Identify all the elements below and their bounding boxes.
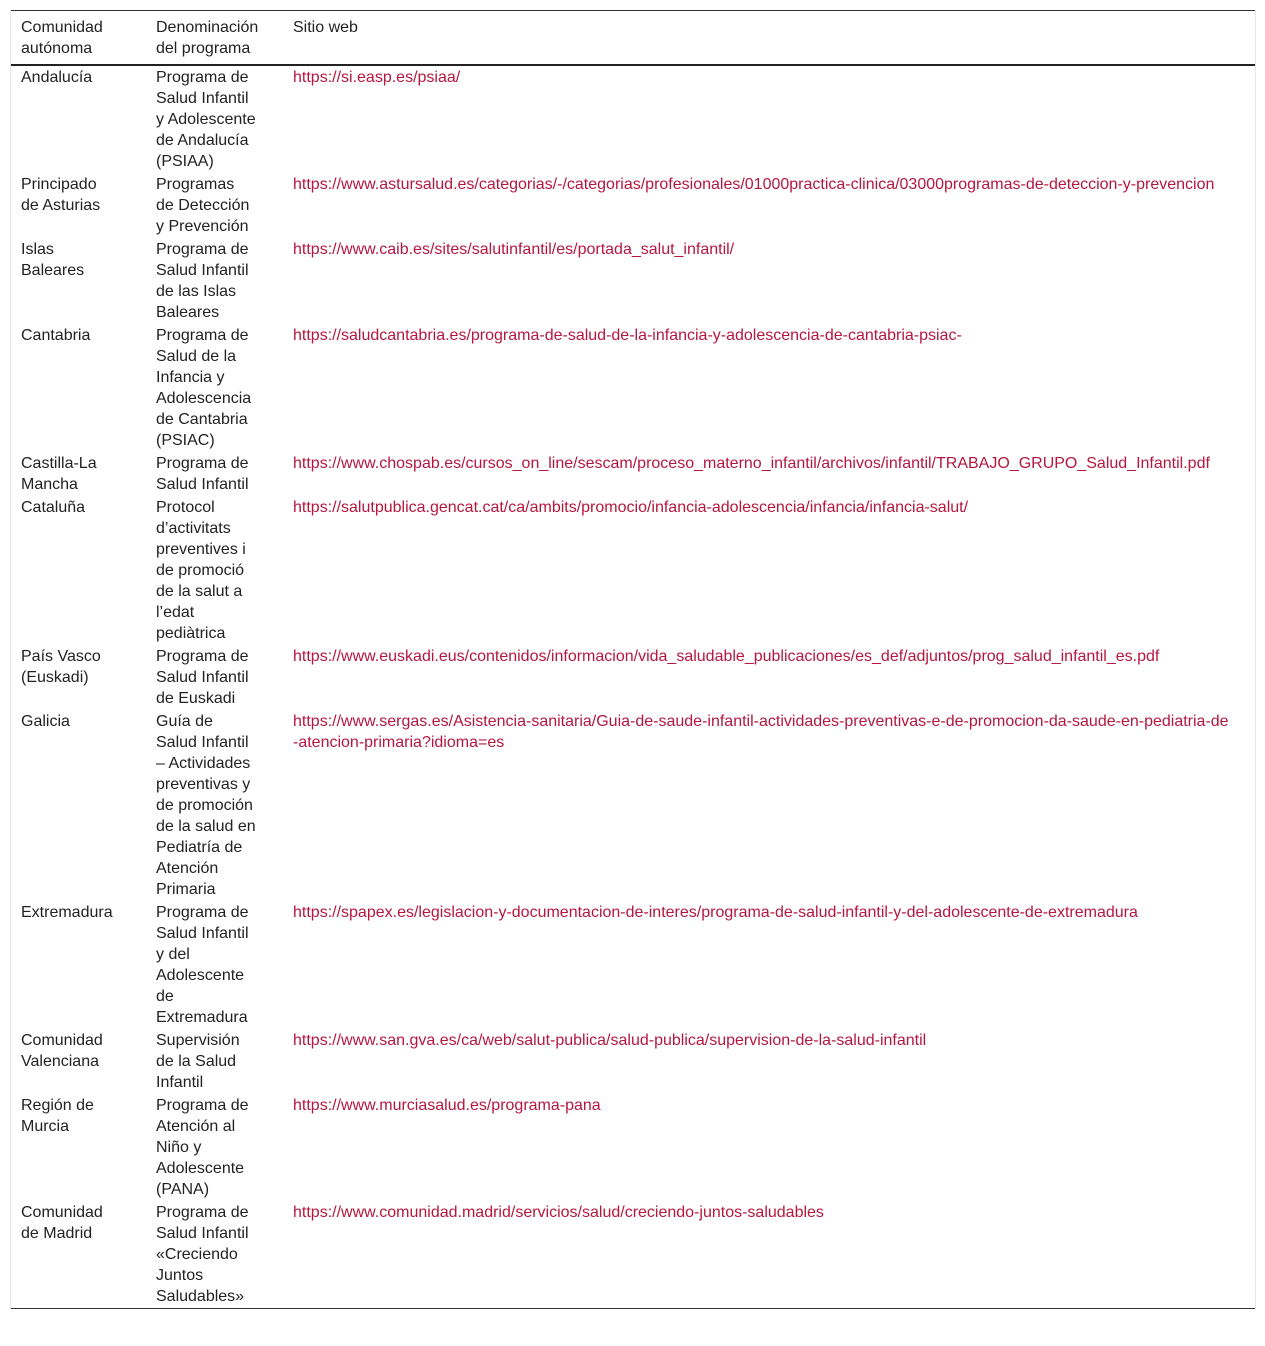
cell-community: Región de Murcia xyxy=(21,1097,94,1135)
cell-program: Programa de Salud Infantil xyxy=(156,455,249,493)
cell-website xyxy=(293,645,1255,710)
website-link[interactable]: https://si.easp.es/psiaa/ xyxy=(293,69,461,86)
table-header xyxy=(11,11,1255,66)
cell-program: Guía de Salud Infantil – Actividades preventivas y de promoción de la salud en Pediatría de Atención Primaria xyxy=(156,713,256,898)
cell-community: País Vasco (Euskadi) xyxy=(21,648,101,686)
cell-community: Principado de Asturias xyxy=(21,176,101,214)
website-link[interactable]: https://www.comunidad.madrid/servicios/salud/creciendo-juntos-saludables xyxy=(293,1204,824,1221)
cell-community: Andalucía xyxy=(21,69,93,86)
cell-community: Comunidad Valenciana xyxy=(21,1032,103,1070)
table-row xyxy=(11,901,1255,1029)
cell-program: Programa de Salud Infantil de Euskadi xyxy=(156,648,249,707)
cell-program: Programa de Salud Infantil y Adolescente de Andalucía (PSIAA) xyxy=(156,69,256,170)
cell-program: Programas de Detección y Prevención xyxy=(156,176,250,235)
cell-website xyxy=(293,324,1255,452)
cell-program: Programa de Salud Infantil «Creciendo Juntos Saludables» xyxy=(156,1204,249,1305)
cell-community: Comunidad de Madrid xyxy=(21,1204,103,1242)
cell-website xyxy=(293,65,1255,173)
cell-program: Protocol d’activitats preventives i de promoció de la salut a l’edat pediàtrica xyxy=(156,499,246,642)
table-row xyxy=(11,645,1255,710)
website-link[interactable]: https://www.chospab.es/cursos_on_line/sescam/proceso_materno_infantil/archivos/infantil/TRABAJO_GRUPO_Salud_Infantil.pdf xyxy=(293,455,1210,472)
table-row xyxy=(11,1029,1255,1094)
cell-program: Programa de Salud Infantil de las Islas Baleares xyxy=(156,241,249,321)
website-link[interactable]: https://www.astursalud.es/categorias/-/categorias/profesionales/01000practica-clinica/03000programas-de-deteccion-y-prevencion xyxy=(293,176,1215,193)
cell-website xyxy=(293,238,1255,324)
website-link[interactable]: https://spapex.es/legislacion-y-documentacion-de-interes/programa-de-salud-infantil-y-del-adolescente-de-extremadura xyxy=(293,904,1138,921)
website-link[interactable]: https://salutpublica.gencat.cat/ca/ambits/promocio/infancia-adolescencia/infancia/infancia-salut/ xyxy=(293,499,969,516)
cell-website xyxy=(293,1029,1255,1094)
cell-program: Programa de Atención al Niño y Adolescente (PANA) xyxy=(156,1097,249,1198)
table-row xyxy=(11,173,1255,238)
program-table xyxy=(11,10,1255,1309)
cell-website xyxy=(293,173,1255,238)
cell-website xyxy=(293,1094,1255,1201)
website-link[interactable]: https://www.caib.es/sites/salutinfantil/es/portada_salut_infantil/ xyxy=(293,241,735,258)
cell-community: Castilla-La Mancha xyxy=(21,455,97,493)
website-link[interactable]: https://saludcantabria.es/programa-de-salud-de-la-infancia-y-adolescencia-de-cantabria-psiac- xyxy=(293,327,962,344)
cell-community: Extremadura xyxy=(21,904,113,921)
website-link[interactable]: https://www.san.gva.es/ca/web/salut-publica/salud-publica/supervision-de-la-salud-infantil xyxy=(293,1032,927,1049)
cell-community: Galicia xyxy=(21,713,70,730)
cell-website xyxy=(293,1201,1255,1309)
website-link[interactable]: https://www.murciasalud.es/programa-pana xyxy=(293,1097,601,1114)
website-link[interactable]: https://www.euskadi.eus/contenidos/informacion/vida_saludable_publicaciones/es_def/adjuntos/prog_salud_infantil_es.pdf xyxy=(293,648,1160,665)
table-row xyxy=(11,710,1255,901)
table-row xyxy=(11,1094,1255,1201)
cell-website xyxy=(293,496,1255,645)
cell-website xyxy=(293,901,1255,1029)
cell-community: Cataluña xyxy=(21,499,86,516)
cell-website xyxy=(293,452,1255,496)
cell-program: Programa de Salud Infantil y del Adolescente de Extremadura xyxy=(156,904,249,1026)
table-row xyxy=(11,452,1255,496)
header-program: Denominación del programa xyxy=(156,19,259,57)
website-link[interactable]: https://www.sergas.es/Asistencia-sanitaria/Guia-de-saude-infantil-actividades-preventivas-e-de-promocion-da-saude-en-pediatria-de-atencion-primaria?idioma=es xyxy=(293,713,1229,751)
header-community: Comunidad autónoma xyxy=(21,19,103,57)
table-row xyxy=(11,496,1255,645)
cell-program: Programa de Salud de la Infancia y Adolescencia de Cantabria (PSIAC) xyxy=(156,327,252,449)
header-row xyxy=(11,11,1255,66)
table-row xyxy=(11,324,1255,452)
table-body xyxy=(11,65,1255,1309)
cell-website xyxy=(293,710,1255,901)
table-row xyxy=(11,65,1255,173)
program-table-container xyxy=(10,10,1256,1309)
table-row xyxy=(11,238,1255,324)
table-row xyxy=(11,1201,1255,1309)
header-website: Sitio web xyxy=(293,19,358,36)
cell-community: Cantabria xyxy=(21,327,91,344)
cell-program: Supervisión de la Salud Infantil xyxy=(156,1032,240,1091)
cell-community: Islas Baleares xyxy=(21,241,85,279)
